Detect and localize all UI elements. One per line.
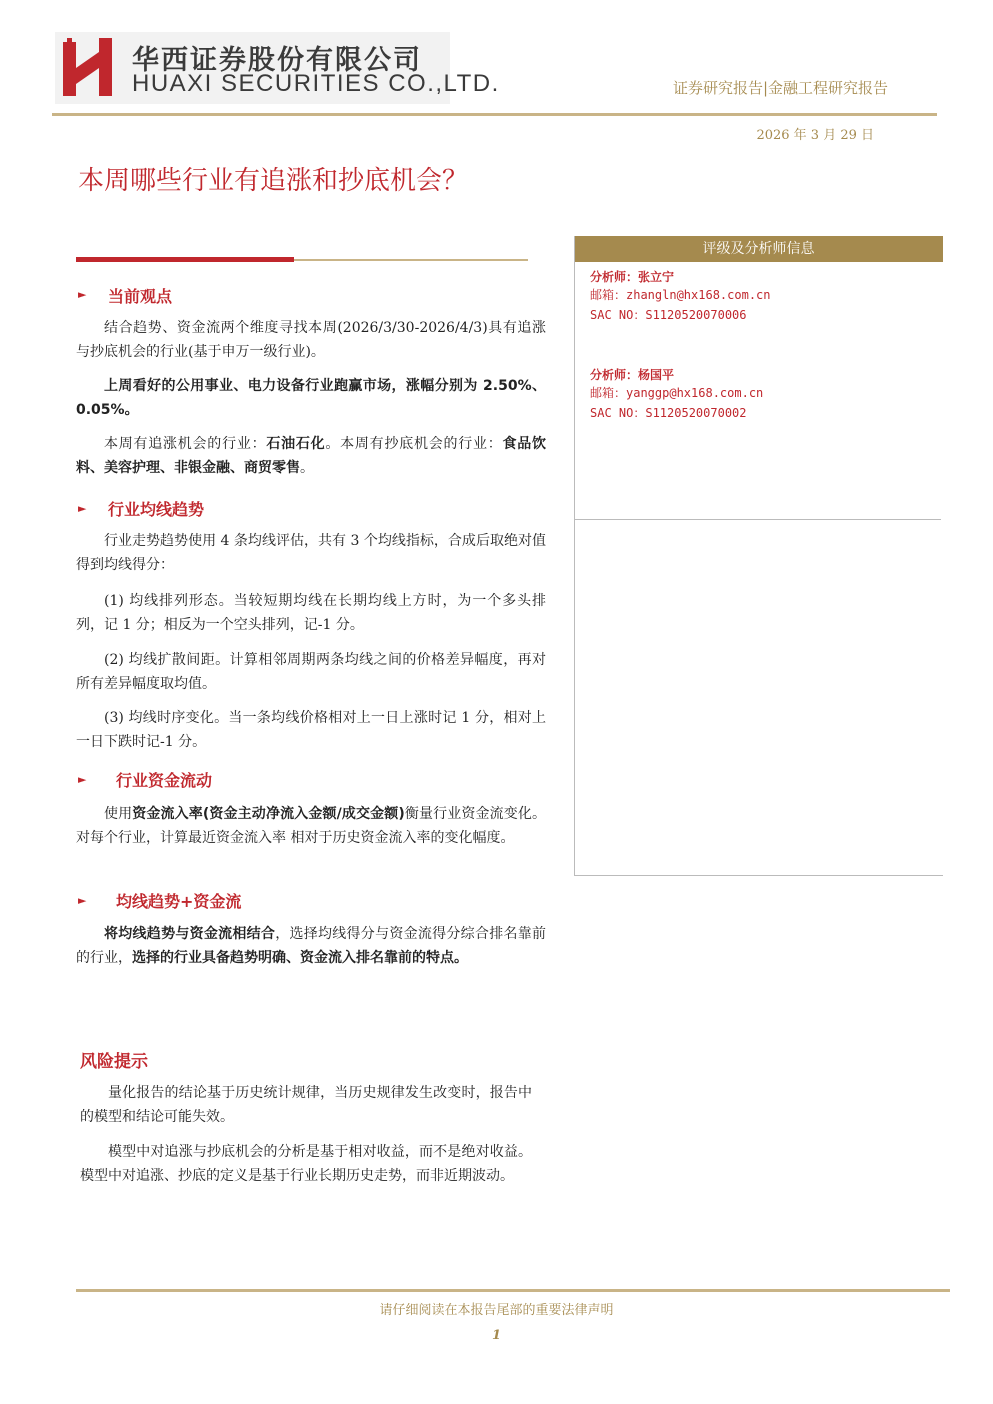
company-name-en: HUAXI SECURITIES CO.,LTD. (132, 70, 500, 97)
report-type: 证券研究报告|金融工程研究报告 (672, 79, 888, 97)
report-date: 2026 年 3 月 29 日 (756, 128, 874, 143)
analyst-name: 分析师：杨国平 (590, 368, 675, 382)
huaxi-logo-icon (63, 38, 117, 96)
report-title: 本周哪些行业有追涨和抄底机会？ (78, 166, 469, 196)
analyst-email[interactable]: 邮箱：zhangln@hx168.com.cn (590, 288, 771, 302)
ma-paragraph-1: 行业走势趋势使用 4 条均线评估，共有 3 个均线指标，合成后取绝对值得到均线得分： (76, 533, 546, 573)
analyst-card-1 (590, 268, 771, 325)
section-bullet-icon: ► (78, 502, 87, 515)
section-heading-ma: 行业均线趋势 (108, 500, 205, 519)
section-heading-flow: 行业资金流动 (116, 771, 213, 790)
view-paragraph-3: 本周有追涨机会的行业：石油石化。本周有抄底机会的行业：食品饮料、美容护理、非银金融、商贸零售。 (76, 436, 547, 476)
section-bullet-icon: ► (78, 894, 87, 907)
section-bullet-icon: ► (78, 288, 87, 301)
ma-paragraph-2: (1) 均线排列形态。当较短期均线在长期均线上方时，为一个多头排列，记 1 分；相反为一个空头排列，记-1 分。 (76, 593, 546, 633)
analyst-name: 分析师：张立宁 (590, 270, 675, 284)
bottom-industries: 食品饮料、美容护理、非银金融、商贸零售 (76, 436, 547, 476)
sidebar-bottom-border (574, 875, 943, 876)
legal-notice: 请仔细阅读在本报告尾部的重要法律声明 (379, 1303, 614, 1318)
sidebar-divider (574, 519, 941, 520)
risk-paragraph-1: 量化报告的结论基于历史统计规律，当历史规律发生改变时，报告中的模型和结论可能失效。 (80, 1085, 532, 1125)
header-divider (52, 113, 937, 116)
analyst-email[interactable]: 邮箱：yanggp@hx168.com.cn (590, 386, 764, 400)
footer-divider (76, 1289, 950, 1292)
chase-industries: 石油石化 (266, 436, 326, 452)
view-paragraph-2: 上周看好的公用事业、电力设备行业跑赢市场，涨幅分别为 2.50%、0.05%。 (76, 378, 546, 418)
sidebar-left-border (574, 236, 575, 876)
analyst-info-header: 评级及分析师信息 (574, 236, 943, 262)
view-paragraph-1: 结合趋势、资金流两个维度寻找本周(2026/3/30-2026/4/3)具有追涨与抄底机会的行业(基于申万一级行业)。 (76, 320, 546, 360)
analyst-sac: SAC NO：S1120520070006 (590, 308, 747, 322)
section-heading-combo: 均线趋势+资金流 (116, 892, 242, 911)
section-bullet-icon: ► (78, 773, 87, 786)
section-heading-risk: 风险提示 (80, 1052, 148, 1072)
company-name-cn: 华西证券股份有限公司 (132, 45, 422, 76)
section-heading-view: 当前观点 (108, 287, 173, 306)
risk-paragraph-2: 模型中对追涨与抄底机会的分析是基于相对收益，而不是绝对收益。模型中对追涨、抄底的定义是基于行业长期历史走势，而非近期波动。 (80, 1144, 532, 1184)
analyst-card-2 (590, 366, 763, 423)
page-number: 1 (491, 1328, 502, 1343)
ma-paragraph-4: (3) 均线时序变化。当一条均线价格相对上一日上涨时记 1 分，相对上一日下跌时记-1 分。 (76, 710, 546, 750)
flow-paragraph-1: 使用资金流入率(资金主动净流入金额/成交金额)衡量行业资金流变化。对每个行业，计算最近资金流入率 相对于历史资金流入率的变化幅度。 (76, 806, 547, 846)
combo-paragraph-1: 将均线趋势与资金流相结合，选择均线得分与资金流得分综合排名靠前的行业，选择的行业具备趋势明确、资金流入排名靠前的特点。 (76, 926, 547, 966)
ma-paragraph-3: (2) 均线扩散间距。计算相邻周期两条均线之间的价格差异幅度，再对所有差异幅度取均值。 (76, 652, 546, 692)
analyst-sac: SAC NO：S1120520070002 (590, 406, 747, 420)
